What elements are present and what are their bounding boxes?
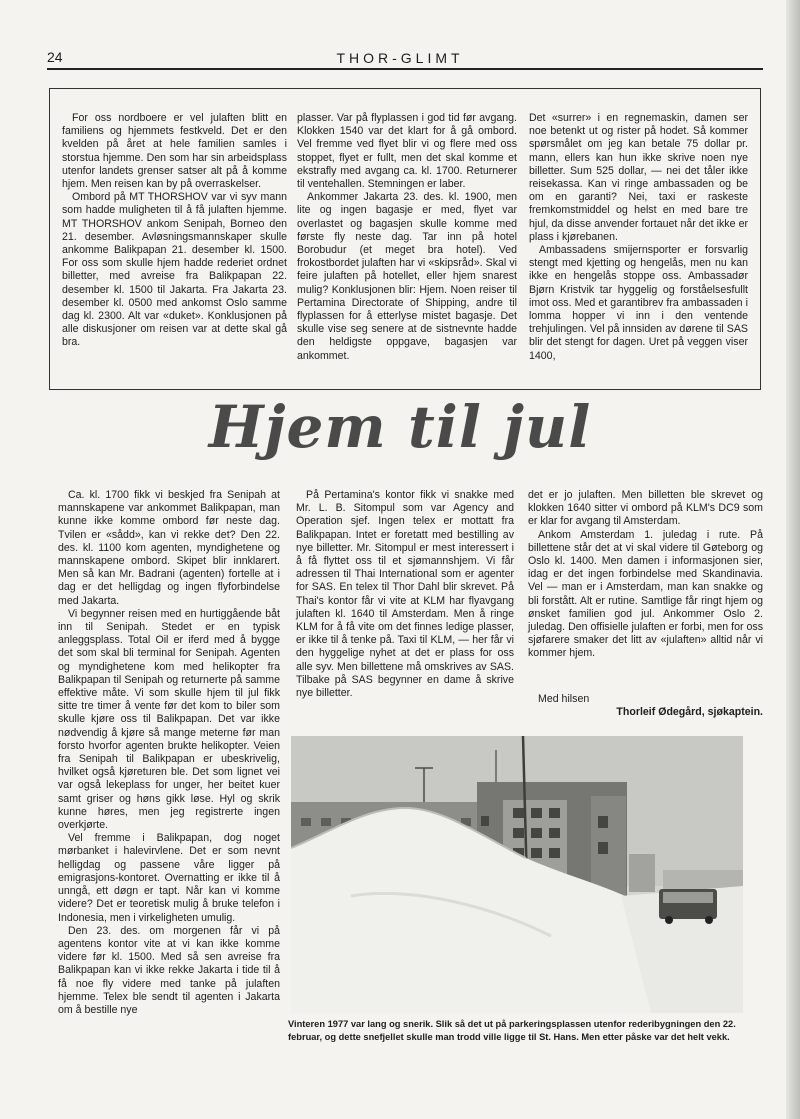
intro-column-2 — [297, 112, 517, 363]
paragraph: Ombord på MT THORSHOV var vi syv mann som hadde muligheten til å få julaften hjemme. MT THORSHOV ankom Senipah, Borneo den 21. desember. Avløsningsmannskaper skulle ankomme Balikpapan 21. desember kl. 1500. For oss som skulle hjem hadde rederiet ordnet billetter, med avreise fra Balikpapan 22. desember kl. 1500 til Jakarta. Fra Jakarta 23. desember kl. 0500 med ankomst Oslo samme dag kl. 2300. Alt var «duket». Konklusjonen på alle diskusjoner om reisen var at dette skal gå bra. — [62, 191, 287, 349]
paragraph: det er jo julaften. Men billetten ble skrevet og klokken 1640 sitter vi ombord på KLM's DC9 som er klar for avgang til Amsterdam. — [528, 489, 763, 528]
intro-column-3 — [529, 112, 748, 363]
page-edge — [786, 0, 800, 1119]
photo-caption: Vinteren 1977 var lang og snerik. Slik så det ut på parkeringsplassen utenfor rederibygningen den 22. februar, og dette snefjellet skulle man trodd ville ligge til St. Hans. Men etter påske var det helt vekk. — [288, 1019, 736, 1042]
paragraph: Ambassadens smijernsporter er forsvarlig stengt med kjetting og hengelås, men nu kan ikke en hengelås stoppe oss. Ambassadør Bjørn Kristvik tar hyggelig og forståelsesfullt imot oss. Med et garantibrev fra ambassaden i lomma hopper vi inn i den ventende trehjulingen. Vel på innsiden av dørene til SAS blir det stengt for dagen. Uret på veggen viser 1400, — [529, 244, 748, 362]
signature-block — [528, 693, 763, 719]
car — [659, 889, 717, 924]
intro-column-1 — [62, 112, 287, 350]
paragraph: plasser. Var på flyplassen i god tid før avgang. Klokken 1540 var det klart for å gå ombord. Vel fremme ved flyet blir vi og flere med oss stoppet, flyet er fullt, men det skal komme et ekstrafly med avgang ca. kl. 1700. Returnerer til ventehallen. Stemningen er laber. — [297, 112, 517, 191]
paragraph: Vi begynner reisen med en hurtiggående båt inn til Senipah. Stedet er en typisk anleggsplass. Total Oil er iferd med å bygge det som skal bli terminal for Senipah. Agenten og myndighetene kom med helikopter fra Balikpapan til Senipah og returnerte på samme effektive måte. Vi som skulle hjem til jul fikk sitte tre timer å vente før det kom to biler som skulle kjøre oss til Balikpapan. Det var ikke nødvendig å kjøre så mange meterne før man forsto hvorfor agenten brukte helikopter. Veien fra Senipah til Balikpapan er ubeskrivelig, hvilket også kjøreturen ble. Det som lignet vei var også lekeplass for unger, her beitet kuer samt griser og høns gikk løse. Hyl og skrik kunne høres, men jeg registrerte ingen overkjørte. — [58, 607, 280, 832]
snow-photo — [291, 736, 743, 1013]
body-column-3 — [528, 489, 763, 661]
greeting: Med hilsen — [538, 693, 590, 705]
paragraph: Ankommer Jakarta 23. des. kl. 1900, men lite og ingen bagasje er med, flyet var overlastet og bagasjen skulle komme med første fly neste dag. Tar inn på hotel Borobudur (et meget bra hotel). Ved frokostbordet julaften har vi «skipsråd». Skal vi feire julaften på hotellet, eller hjem snarest mulig? Konklusjonen blir: Hjem. Noen reiser til Pertamina Directorate of Shipping, andre til flyplassen for å etterlyse mistet bagasje. Det skulle vise seg senere at de sistnevnte hadde den heldigste oppgave, bagasjen var ankommet. — [297, 191, 517, 362]
author-signature: Thorleif Ødegård, sjøkaptein. — [616, 706, 763, 719]
article-title: Hjem til jul — [208, 393, 592, 461]
paragraph: Det «surrer» i en regnemaskin, damen ser noe betenkt ut og rister på hodet. Så kommer spørsmålet om jeg kan betale 75 dollar pr. mann, ellers kan hun ikke skrive noen nye billetter. Sum 525 dollar, — nei det tåler ikke reisekassa. Kan vi ringe ambassaden og be om en garanti? Nei, taxi er raskeste fremkomstmiddel og helst en med bare tre hjul, da disse anvender fortauet når det ikke er plass i kjørebanen. — [529, 112, 748, 243]
body-column-1 — [58, 489, 280, 1017]
paragraph: På Pertamina's kontor fikk vi snakke med Mr. L. B. Sitompul som var Agency and Operation sjef. Ingen telex er mottatt fra Balikpapan. Intet er foretatt med bestilling av nye billetter. Mr. Sitompul er mest interessert i å få flyttet oss til et sjømannshjem. Vi får adressen til Thai International som er agenter for SAS. En telex til Thor Dahl blir skrevet. På Thai's kontor får vi vite at KLM har flyavgang julaften kl. 1640 til Amsterdam. Men å ringe KLM for å få vite om det finnes ledige plasser, er ikke til å tenke på. Taxi til KLM, — her får vi den hyggelige nyhet at det er plass for oss alle syv. Men billettene må omskrives av SAS. Tilbake på SAS begynner en dame å skrive nye billetter. — [296, 489, 514, 700]
paragraph: Ca. kl. 1700 fikk vi beskjed fra Senipah at mannskapene var ankommet Balikpapan, man kunne ikke komme ombord før neste dag. Tvilen er «sådd», kan vi rekke det? Den 22. des. kl. 1100 kom agenten, myndighetene og mannskapene ombord. Skipet blir innklarert. Men så kan Mr. Badrani (agenten) fortelle at i dag er det helligdag og ingen flyforbindelse med Jakarta. — [58, 489, 280, 607]
header-rule — [47, 68, 763, 70]
magazine-header: THOR-GLIMT — [336, 50, 464, 66]
paragraph: Ankom Amsterdam 1. juledag i rute. På billettene står det at vi skal videre til Gøteborg og Oslo kl. 1400. Men damen i informasjonen sier, idag er det ingen forbindelse med Skandinavia. Vel — man er i Amsterdam, man kan snakke og bli forstått. Alt er rutine. Samtlige får ringt hjem og ønsket familien god jul. Ankommer Oslo 2. juledag. Den offisielle julaften er forbi, men for oss sjøfarere smaker det litt av «julaften» alltid når vi kommer hjem. — [528, 528, 763, 660]
paragraph: Vel fremme i Balikpapan, dog noget mørbanket i halevirvlene. Det er som nevnt helligdag og passene våre ligger på emigrasjons-kontoret. Overnatting er ikke til å unngå, ett døgn er tapt. Når kan vi komme videre? Det er teoretisk mulig å bruke telefon i Indonesia, men i virkeligheten umulig. — [58, 832, 280, 924]
snow-scene-illustration — [291, 736, 743, 1013]
body-column-2 — [296, 489, 514, 700]
intro-box — [49, 88, 761, 390]
page-number: 24 — [47, 49, 63, 65]
paragraph: Den 23. des. om morgenen får vi på agentens kontor vite at vi kan ikke komme videre før kl. 1500. Med så sen avreise fra Balikpapan kan vi ikke rekke Jakarta i tide til å få noe fly videre med tanke på julaften hjemme. Telex ble sendt til agenten i Jakarta om å bestille nye — [58, 924, 280, 1016]
paragraph: For oss nordboere er vel julaften blitt en familiens og hjemmets festkveld. Det er den kvelden på året at hele familien samles i storstua hjemme. Den som har sin arbeidsplass utenfor landets grenser satser alt på å komme hjem. Men reisen kan by på overraskelser. — [62, 112, 287, 191]
